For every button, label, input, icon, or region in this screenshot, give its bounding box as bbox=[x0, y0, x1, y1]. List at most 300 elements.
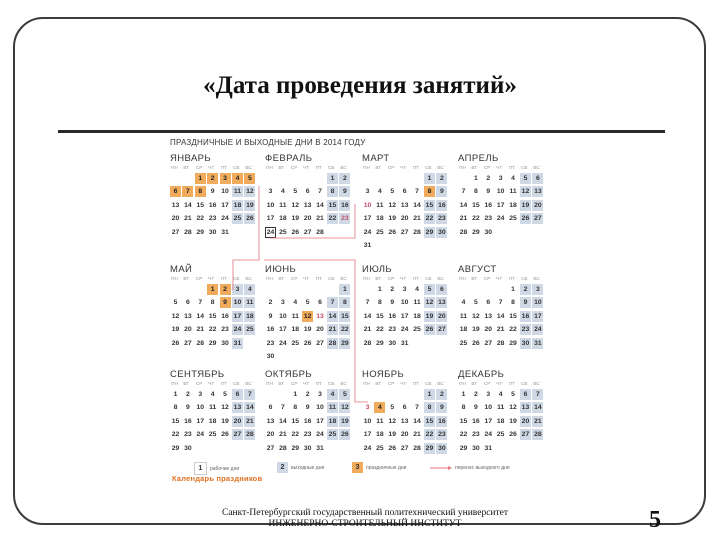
day-cell: 20 bbox=[184, 326, 192, 334]
day-cell: 15 bbox=[171, 417, 180, 425]
day-cell: 17 bbox=[196, 417, 205, 425]
day-cell: 4 bbox=[244, 284, 255, 295]
day-cell: 22 bbox=[328, 215, 337, 223]
day-cell: 26 bbox=[521, 215, 530, 223]
month-name: ИЮНЬ bbox=[265, 264, 297, 275]
weekday-label: ВС bbox=[245, 166, 252, 171]
day-cell: 28 bbox=[246, 431, 254, 439]
day-cell: 31 bbox=[316, 444, 324, 452]
weekday-label: СР bbox=[290, 277, 298, 282]
day-cell: 28 bbox=[496, 339, 505, 347]
day-cell: 3 bbox=[498, 175, 503, 182]
day-cell: 6 bbox=[305, 188, 310, 196]
day-cell: 15 bbox=[341, 312, 349, 320]
day-cell: 11 bbox=[376, 201, 384, 209]
day-cell: 14 bbox=[363, 312, 372, 320]
day-cell: 7 bbox=[244, 389, 255, 400]
day-cell: 2 bbox=[186, 391, 190, 398]
day-cell: 5 bbox=[424, 284, 435, 295]
weekday-label: ЧТ bbox=[303, 382, 310, 387]
day-cell: 10 bbox=[484, 404, 493, 412]
day-cell: 30 bbox=[388, 339, 397, 347]
day-cell: 9 bbox=[186, 404, 190, 412]
day-cell: 8 bbox=[195, 186, 206, 197]
day-cell: 6 bbox=[232, 389, 243, 400]
weekday-label: ВС bbox=[340, 277, 347, 282]
day-cell: 22 bbox=[459, 431, 468, 439]
weekday-label: ВС bbox=[245, 382, 252, 387]
day-cell: 26 bbox=[291, 228, 300, 236]
day-cell: 8 bbox=[293, 404, 298, 412]
day-cell: 17 bbox=[400, 312, 409, 320]
transfer-arrow-jan bbox=[233, 186, 259, 290]
day-cell: 7 bbox=[415, 188, 419, 196]
day-cell: 9 bbox=[436, 186, 447, 197]
day-cell: 8 bbox=[327, 186, 338, 197]
day-cell: 12 bbox=[246, 188, 254, 196]
day-cell: 29 bbox=[425, 444, 434, 452]
day-cell: 29 bbox=[425, 228, 434, 236]
weekday-label: СР bbox=[195, 277, 203, 282]
day-cell: 25 bbox=[246, 326, 254, 334]
day-cell: 27 bbox=[400, 444, 409, 452]
weekday-label: СР bbox=[483, 277, 491, 282]
day-cell: 5 bbox=[390, 188, 395, 196]
day-cell: 9 bbox=[339, 186, 350, 197]
weekday-label: ВТ bbox=[183, 277, 190, 282]
day-cell: 27 bbox=[303, 228, 312, 236]
day-cell: 8 bbox=[173, 404, 178, 412]
day-cell: 1 bbox=[424, 389, 435, 400]
day-cell: 21 bbox=[534, 417, 542, 425]
day-cell: 10 bbox=[363, 201, 372, 209]
day-cell: 15 bbox=[425, 201, 434, 209]
day-cell: 4 bbox=[327, 389, 338, 400]
weekday-label: ВТ bbox=[375, 277, 382, 282]
weekday-label: СБ bbox=[424, 166, 432, 171]
month-name: СЕНТЯБРЬ bbox=[170, 369, 225, 380]
day-cell: 20 bbox=[233, 417, 242, 425]
day-cell: 5 bbox=[339, 389, 350, 400]
weekday-label: СБ bbox=[232, 277, 240, 282]
day-cell: 29 bbox=[208, 339, 217, 347]
weekday-label: ВС bbox=[533, 277, 540, 282]
day-cell: 3 bbox=[232, 284, 243, 295]
weekday-label: ПТ bbox=[412, 277, 419, 282]
weekday-label: ВС bbox=[437, 166, 444, 171]
weekday-label: ВС bbox=[245, 277, 252, 282]
day-cell: 12 bbox=[291, 201, 300, 209]
day-cell: 28 bbox=[196, 339, 205, 347]
day-cell: 8 bbox=[339, 297, 350, 308]
weekday-label: ВТ bbox=[375, 166, 382, 171]
day-cell: 14 bbox=[534, 404, 542, 412]
day-cell: 29 bbox=[291, 444, 300, 452]
day-cell: 20 bbox=[400, 215, 409, 223]
day-cell: 19 bbox=[303, 326, 312, 334]
day-cell: 18 bbox=[413, 312, 421, 320]
weekday-label: ВТ bbox=[278, 277, 285, 282]
day-cell: 1 bbox=[424, 173, 435, 184]
weekday-label: СБ bbox=[232, 382, 240, 387]
day-cell: 27 bbox=[534, 215, 542, 223]
day-cell: 7 bbox=[415, 404, 419, 412]
day-cell: 8 bbox=[378, 299, 382, 307]
day-cell: 5 bbox=[293, 188, 298, 196]
day-cell: 23 bbox=[303, 431, 312, 439]
day-cell: 15 bbox=[196, 201, 205, 209]
day-cell: 5 bbox=[520, 173, 531, 184]
day-cell: 28 bbox=[316, 228, 324, 236]
day-cell: 15 bbox=[291, 417, 300, 425]
day-cell: 12 bbox=[341, 404, 349, 412]
day-cell: 2 bbox=[305, 391, 310, 398]
weekday-label: ВТ bbox=[183, 166, 190, 171]
day-cell: 23 bbox=[221, 326, 229, 334]
day-cell: 13 bbox=[303, 201, 312, 209]
day-cell: 30 bbox=[521, 339, 530, 347]
day-cell: 16 bbox=[388, 312, 397, 320]
day-cell: 10 bbox=[196, 404, 205, 412]
day-cell: 19 bbox=[425, 312, 434, 320]
weekday-label: ПТ bbox=[508, 382, 515, 387]
day-cell: 4 bbox=[415, 286, 419, 293]
day-cell: 17 bbox=[363, 215, 372, 223]
day-cell: 30 bbox=[472, 444, 480, 452]
day-cell: 20 bbox=[438, 312, 446, 320]
day-cell: 25 bbox=[233, 215, 242, 223]
day-cell: 2 bbox=[220, 284, 231, 295]
day-cell: 26 bbox=[221, 431, 229, 439]
day-cell: 7 bbox=[532, 389, 543, 400]
day-cell: 18 bbox=[496, 417, 505, 425]
day-cell: 27 bbox=[521, 431, 530, 439]
day-cell: 1 bbox=[339, 284, 350, 295]
month-name: ДЕКАБРЬ bbox=[458, 369, 505, 380]
weekday-label: СБ bbox=[327, 166, 335, 171]
day-cell: 6 bbox=[268, 404, 273, 412]
weekday-label: ПН bbox=[171, 166, 178, 171]
day-cell: 4 bbox=[498, 391, 503, 398]
day-cell: 9 bbox=[436, 402, 447, 413]
day-cell: 13 bbox=[484, 312, 493, 320]
weekday-label: ЧТ bbox=[208, 277, 215, 282]
month-name: ИЮЛЬ bbox=[362, 264, 393, 275]
day-cell: 20 bbox=[400, 431, 409, 439]
day-cell: 7 bbox=[182, 186, 193, 197]
day-cell: 15 bbox=[425, 417, 434, 425]
day-cell: 2 bbox=[339, 173, 350, 184]
day-cell: 18 bbox=[233, 201, 242, 209]
day-cell: 2 bbox=[436, 389, 447, 400]
footer-institute: ИНЖЕНЕРНО-СТРОИТЕЛЬНЫЙ ИНСТИТУТ bbox=[268, 519, 462, 529]
weekday-label: СБ bbox=[520, 277, 528, 282]
day-cell: 23 bbox=[266, 339, 275, 347]
day-cell: 23 bbox=[388, 326, 397, 334]
month-name: АПРЕЛЬ bbox=[458, 153, 499, 164]
day-cell: 9 bbox=[305, 404, 310, 412]
day-cell: 19 bbox=[472, 326, 480, 334]
day-cell: 11 bbox=[209, 404, 217, 412]
day-cell: 10 bbox=[266, 201, 275, 209]
day-cell: 31 bbox=[534, 339, 542, 347]
day-cell: 29 bbox=[341, 339, 349, 347]
day-cell: 14 bbox=[246, 404, 254, 412]
day-cell: 24 bbox=[233, 326, 242, 334]
day-cell: 22 bbox=[208, 326, 217, 334]
day-cell: 25 bbox=[328, 431, 337, 439]
day-cell: 30 bbox=[303, 444, 312, 452]
day-cell: 13 bbox=[171, 201, 180, 209]
day-cell: 24 bbox=[316, 431, 324, 439]
day-cell: 1 bbox=[173, 391, 178, 398]
slide-title: «Дата проведения занятий» bbox=[203, 72, 517, 99]
day-cell: 25 bbox=[291, 339, 300, 347]
day-cell: 16 bbox=[438, 417, 446, 425]
day-cell: 11 bbox=[413, 299, 421, 307]
day-cell: 20 bbox=[484, 326, 493, 334]
day-cell: 13 bbox=[534, 188, 542, 196]
day-cell: 17 bbox=[233, 312, 242, 320]
weekday-label: СБ bbox=[424, 382, 432, 387]
day-cell: 3 bbox=[486, 391, 491, 398]
weekday-label: ЧТ bbox=[496, 277, 503, 282]
day-cell: 1 bbox=[195, 173, 206, 184]
day-cell: 22 bbox=[196, 215, 205, 223]
day-cell: 18 bbox=[208, 417, 217, 425]
legend-holiday-swatch: 3 bbox=[352, 462, 363, 473]
weekday-label: ПТ bbox=[220, 382, 227, 387]
day-cell: 30 bbox=[208, 228, 217, 236]
day-cell: 4 bbox=[293, 299, 298, 307]
day-cell: 24 bbox=[266, 228, 275, 236]
day-cell: 28 bbox=[413, 228, 421, 236]
day-cell: 3 bbox=[402, 286, 407, 293]
day-cell: 5 bbox=[511, 391, 515, 398]
day-cell: 9 bbox=[474, 404, 478, 412]
legend-holiday-label: праздничные дни bbox=[366, 464, 407, 471]
weekday-label: ВС bbox=[533, 382, 540, 387]
day-cell: 16 bbox=[472, 417, 480, 425]
day-cell: 12 bbox=[509, 404, 517, 412]
day-cell: 6 bbox=[170, 186, 181, 197]
day-cell: 22 bbox=[291, 431, 300, 439]
day-cell: 21 bbox=[279, 431, 287, 439]
day-cell: 28 bbox=[184, 228, 192, 236]
day-cell: 30 bbox=[438, 228, 446, 236]
day-cell: 2 bbox=[520, 284, 531, 295]
day-cell: 15 bbox=[208, 312, 217, 320]
day-cell: 2 bbox=[268, 299, 273, 307]
day-cell: 14 bbox=[328, 312, 337, 320]
day-cell: 27 bbox=[184, 339, 192, 347]
day-cell: 31 bbox=[400, 339, 409, 347]
day-cell: 12 bbox=[388, 417, 397, 425]
day-cell: 29 bbox=[509, 339, 517, 347]
day-cell: 3 bbox=[220, 173, 231, 184]
day-cell: 30 bbox=[438, 444, 446, 452]
weekday-label: ПН bbox=[266, 382, 273, 387]
day-cell: 8 bbox=[210, 299, 215, 307]
day-cell: 8 bbox=[461, 404, 466, 412]
day-cell: 22 bbox=[472, 215, 480, 223]
day-cell: 7 bbox=[365, 299, 370, 307]
day-cell: 31 bbox=[233, 339, 242, 347]
day-cell: 8 bbox=[424, 186, 435, 197]
day-cell: 4 bbox=[378, 188, 382, 196]
day-cell: 13 bbox=[438, 299, 446, 307]
day-cell: 18 bbox=[459, 326, 468, 334]
day-cell: 26 bbox=[425, 326, 434, 334]
day-cell: 30 bbox=[266, 352, 275, 360]
day-cell: 22 bbox=[376, 326, 384, 334]
day-cell: 25 bbox=[496, 431, 505, 439]
day-cell: 16 bbox=[341, 201, 349, 209]
day-cell: 19 bbox=[246, 201, 254, 209]
day-cell: 25 bbox=[509, 215, 517, 223]
day-cell: 9 bbox=[268, 312, 273, 320]
day-cell: 15 bbox=[328, 201, 337, 209]
day-cell: 1 bbox=[293, 391, 298, 398]
day-cell: 16 bbox=[303, 417, 312, 425]
day-cell: 21 bbox=[246, 417, 254, 425]
day-cell: 15 bbox=[459, 417, 468, 425]
weekday-label: ЧТ bbox=[303, 277, 310, 282]
calendar-header: ПРАЗДНИЧНЫЕ И ВЫХОДНЫЕ ДНИ В 2014 ГОДУ bbox=[170, 138, 366, 147]
day-cell: 6 bbox=[186, 299, 190, 307]
day-cell: 16 bbox=[484, 201, 493, 209]
weekday-label: ВТ bbox=[471, 277, 478, 282]
page-number: 5 bbox=[649, 507, 661, 533]
day-cell: 11 bbox=[376, 417, 384, 425]
day-cell: 19 bbox=[521, 201, 530, 209]
day-cell: 13 bbox=[233, 404, 242, 412]
weekday-label: ПН bbox=[459, 382, 466, 387]
day-cell: 4 bbox=[232, 173, 243, 184]
day-cell: 25 bbox=[208, 431, 217, 439]
day-cell: 14 bbox=[413, 417, 421, 425]
day-cell: 16 bbox=[184, 417, 192, 425]
day-cell: 10 bbox=[363, 417, 372, 425]
day-cell: 7 bbox=[198, 299, 203, 307]
weekday-label: ВС bbox=[340, 382, 347, 387]
day-cell: 20 bbox=[303, 215, 312, 223]
day-cell: 5 bbox=[474, 299, 478, 307]
weekday-label: ПН bbox=[266, 277, 273, 282]
day-cell: 24 bbox=[363, 228, 372, 236]
legend-weekend bbox=[277, 462, 324, 473]
day-cell: 26 bbox=[341, 431, 349, 439]
weekday-label: ЧТ bbox=[303, 166, 310, 171]
legend-weekend-label: выходные дни bbox=[291, 464, 325, 471]
day-cell: 1 bbox=[511, 286, 515, 293]
day-cell: 29 bbox=[196, 228, 205, 236]
day-cell: 27 bbox=[438, 326, 446, 334]
day-cell: 18 bbox=[376, 215, 384, 223]
day-cell: 17 bbox=[316, 417, 324, 425]
day-cell: 27 bbox=[484, 339, 493, 347]
day-cell: 10 bbox=[279, 312, 287, 320]
weekday-label: ПН bbox=[459, 277, 466, 282]
day-cell: 11 bbox=[459, 312, 468, 320]
day-cell: 27 bbox=[171, 228, 180, 236]
weekday-label: ЧТ bbox=[496, 382, 503, 387]
day-cell: 2 bbox=[474, 391, 478, 398]
day-cell: 4 bbox=[281, 188, 285, 196]
day-cell: 3 bbox=[318, 391, 322, 398]
legend-transfer bbox=[430, 465, 510, 471]
day-cell: 12 bbox=[221, 404, 229, 412]
day-cell: 28 bbox=[363, 339, 372, 347]
day-cell: 5 bbox=[390, 404, 395, 412]
day-cell: 7 bbox=[281, 404, 285, 412]
day-cell: 29 bbox=[472, 228, 480, 236]
day-cell: 15 bbox=[472, 201, 480, 209]
day-cell: 28 bbox=[534, 431, 542, 439]
day-cell: 21 bbox=[184, 215, 192, 223]
day-cell: 3 bbox=[365, 188, 370, 196]
day-cell: 2 bbox=[390, 286, 395, 293]
day-cell: 9 bbox=[210, 188, 215, 196]
day-cell: 6 bbox=[486, 299, 491, 307]
legend-holiday bbox=[352, 462, 406, 473]
weekday-label: ПН bbox=[363, 382, 370, 387]
day-cell: 21 bbox=[196, 326, 205, 334]
day-cell: 27 bbox=[400, 228, 409, 236]
weekday-label: ПН bbox=[171, 277, 178, 282]
weekday-label: СБ bbox=[520, 382, 528, 387]
day-cell: 5 bbox=[223, 391, 227, 398]
weekday-label: ВС bbox=[533, 166, 540, 171]
day-cell: 22 bbox=[171, 431, 180, 439]
day-cell: 12 bbox=[171, 312, 180, 320]
day-cell: 24 bbox=[484, 431, 493, 439]
day-cell: 8 bbox=[424, 402, 435, 413]
day-cell: 1 bbox=[207, 284, 218, 295]
day-cell: 7 bbox=[498, 299, 503, 307]
day-cell: 23 bbox=[184, 431, 192, 439]
weekday-label: ВТ bbox=[278, 382, 285, 387]
day-cell: 4 bbox=[374, 402, 385, 413]
day-cell: 18 bbox=[279, 215, 287, 223]
weekday-label: СБ bbox=[520, 166, 528, 171]
day-cell: 16 bbox=[521, 312, 530, 320]
day-cell: 29 bbox=[459, 444, 468, 452]
weekday-label: ПТ bbox=[508, 277, 515, 282]
day-cell: 3 bbox=[365, 404, 370, 412]
day-cell: 6 bbox=[402, 188, 407, 196]
day-cell: 18 bbox=[291, 326, 300, 334]
weekday-label: СР bbox=[195, 382, 203, 387]
day-cell: 28 bbox=[279, 444, 287, 452]
day-cell: 17 bbox=[484, 417, 493, 425]
day-cell: 25 bbox=[376, 444, 384, 452]
day-cell: 6 bbox=[532, 173, 543, 184]
day-cell: 5 bbox=[173, 299, 178, 307]
weekday-label: ЧТ bbox=[496, 166, 503, 171]
day-cell: 19 bbox=[388, 215, 397, 223]
weekday-label: СР bbox=[195, 166, 203, 171]
day-cell: 2 bbox=[436, 173, 447, 184]
day-cell: 28 bbox=[459, 228, 468, 236]
weekday-label: СР bbox=[483, 166, 491, 171]
weekday-label: ВС bbox=[437, 277, 444, 282]
day-cell: 26 bbox=[388, 228, 397, 236]
day-cell: 25 bbox=[459, 339, 468, 347]
day-cell: 10 bbox=[221, 188, 229, 196]
day-cell: 13 bbox=[266, 417, 275, 425]
transfer-arrow-mar bbox=[270, 204, 355, 238]
